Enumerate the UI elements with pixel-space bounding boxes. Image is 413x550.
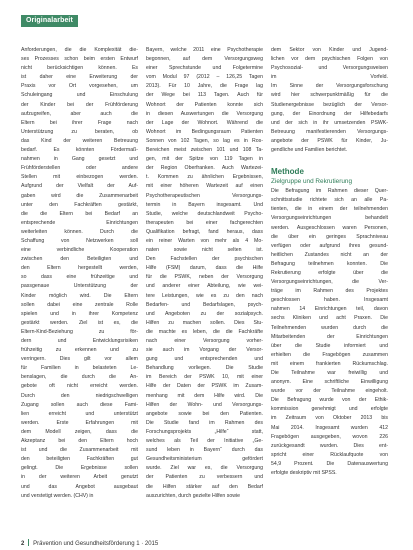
text-line: 2013). Für 10 Jahre, die Frage lag	[146, 83, 263, 90]
text-line: spricht einer Rücklaufquote von	[271, 451, 388, 458]
text-line: lichen vor dem psychischen Folgen von	[271, 56, 388, 63]
text-line: zwischen den Beteiligten und	[21, 256, 138, 263]
text-line: spielen und in ihrer Kompetenz	[21, 310, 138, 317]
text-line: zurückgesandt wurden. Dies ent-	[271, 442, 388, 449]
text-line: wurde vor der Teilnahme eingeholt.	[271, 388, 388, 395]
text-line: nahmen in Gang gesetzt und	[21, 156, 138, 163]
text-line: erfolgte deskriptiv mit SPSS.	[271, 470, 337, 477]
methods-body	[271, 187, 388, 478]
text-line: dern und Entwicklungsrisiken	[21, 338, 138, 344]
text-line: Im Sinne der Versorgungsforschung	[271, 83, 388, 90]
text-line: Die Teilnahme war freiwillig und	[271, 370, 388, 376]
text-line: Schuleingang und Einschulung	[21, 92, 138, 99]
text-line: das Kind der weiteren Betreuung	[21, 137, 138, 144]
text-line: verfügen oder aufgrund ihres gesund-	[271, 242, 388, 249]
page-footer	[21, 539, 158, 548]
text-line: benslagen, die durch die An-	[21, 374, 138, 381]
section-badge: Originalarbeit	[21, 15, 78, 27]
text-line: Unterstützung zu beraten, ob	[21, 128, 138, 135]
text-line: für Familien in belasteten Le-	[21, 365, 138, 372]
text-line: Zugang sollen auch diese Fami-	[21, 401, 138, 408]
text-line: einer Sprechstunde und Folgetermine	[146, 65, 263, 72]
text-line: weiterleiten können. Durch die	[21, 228, 138, 235]
text-line: Praxis vor Ort vorgesehen, um	[21, 83, 138, 90]
text-line: angebote sowie bei den Patienten.	[146, 410, 263, 417]
text-line: und verstetigt werden. (CHV) in	[21, 492, 94, 499]
text-line: Bedarfen- und Bedarfslagen, psych-	[146, 301, 263, 308]
text-line: ses Prozesses schon beim ersten Entwurf	[21, 56, 138, 63]
text-line: Sonnen von 102 Tagen, so lag es in Ros-	[146, 137, 263, 144]
text-line: sie auch im Vorgang der Versor-	[146, 347, 263, 354]
text-line: Forschungsprojekts „Hilfe“ statt,	[146, 428, 263, 435]
text-line: werden. Ausgeschlossen waren Personen,	[271, 224, 388, 231]
text-line: Psychosozial- und Versorgungsweisen	[271, 65, 388, 72]
text-line: den Eltern hergestellt werden,	[21, 265, 138, 272]
text-line: Psychotherapeutischen Versorgungs-	[146, 192, 263, 199]
text-line: gaben wird die Zusammenarbeit	[21, 192, 138, 199]
text-line: dem Sektor von Kinder und Jugend-	[271, 47, 388, 53]
text-line: nahmen 14 Einrichtungen teil, davon	[271, 306, 388, 313]
text-line: angebote der PSWK für Kinder, Ju-	[271, 137, 388, 144]
text-line: wurde. Ziel war es, die Versorgung	[146, 465, 263, 472]
text-line: gung, der Einordnung der Hilfebedarfs	[271, 110, 388, 117]
text-line: im Bereich der PSWK 10, mit einer	[146, 374, 263, 381]
text-line: über die Studie informiert und	[271, 342, 388, 349]
text-line: der Patienten zu verbessern und	[146, 474, 263, 481]
text-line: bedarf. Es könnten Fördermaß-	[21, 147, 138, 154]
text-line: Befragung teilnehmen konnten. Die	[271, 260, 388, 267]
text-line: Versorgungseinrichtungen, die Ver-	[271, 279, 388, 286]
text-line: Aufgrund der Vielfalt der Auf-	[21, 183, 138, 190]
text-line: im Zeitraum von Oktober 2013 bis	[271, 415, 388, 422]
text-line: Akzeptanz bei den Eltern hoch	[21, 438, 138, 445]
text-line: Eltern-Kind-Beziehung zu för-	[21, 328, 138, 335]
text-line: therapeuten bei einer fachgerechten	[146, 219, 263, 226]
text-line: Schaffung von Netzwerken soll	[21, 237, 138, 244]
text-line: termin in Bayern insgesamt. Und	[146, 201, 263, 208]
page-number: 2	[21, 541, 25, 547]
text-line: Den Fachstellen der psychischen	[146, 256, 263, 263]
text-line: der Lage der Wohnort. Während die	[146, 119, 263, 126]
text-line: die über ein geringes Sprachniveau	[271, 233, 388, 240]
text-line: t. Kommen zu ähnlichen Ergebnissen,	[146, 174, 263, 181]
text-line: Studie, welche deutschlandweit Psycho-	[146, 210, 263, 217]
text-line: Teilnehmenden wurden durch die	[271, 324, 388, 331]
text-line: in der weiteren Arbeit genutzt	[21, 474, 138, 481]
text-line: sechs Kliniken und acht Praxen. Die	[271, 315, 388, 322]
text-line: Hilfen der Wohn- und Versorgungs-	[146, 401, 263, 408]
text-line: so dass eine frühzeitige und	[21, 274, 138, 281]
text-line: heitlichen Zustandes nicht an der	[271, 251, 388, 258]
text-line: Eltern bei ihrer Frage nach	[21, 119, 138, 126]
text-line: Die Studie fand im Rahmen des	[146, 419, 263, 426]
text-line: Die Befragung wurde von der Ethik-	[271, 397, 388, 404]
text-line: Versorgungseinrichtungen behandelt	[271, 215, 388, 222]
text-line: ein reiner Warten von mehr als 4 Mo-	[146, 237, 263, 244]
text-line: auszurichten, durch gezielte Hilfen sowie	[146, 492, 241, 499]
text-line: entsprechende Einrichtungen	[21, 219, 138, 226]
text-line: und Angeboten zu der sozialpsych.	[146, 310, 263, 317]
text-line: der Wege bei 113 Tagen. Auch für	[146, 92, 263, 99]
text-line: aufzugreifen, aber auch die	[21, 110, 138, 117]
text-line: gendliche und Familien berichtet.	[271, 147, 348, 154]
text-line: und anderer einer Abteilung, wie wei-	[146, 283, 263, 290]
text-line: schnittsstudie richtete sich an alle Pa-	[271, 197, 388, 204]
text-line: welches als Teil der Initiative „Ge-	[146, 438, 263, 445]
text-line: verringern. Dies gilt vor allem	[21, 356, 138, 363]
text-line: nach einer Versorgung vorher-	[146, 338, 263, 344]
text-line: ist daher eine Erweiterung der	[21, 74, 138, 81]
text-line: erhielten die Fragebögen zusammen	[271, 351, 388, 358]
text-line: anonym. Eine schriftliche Einwilligung	[271, 379, 388, 386]
text-line: Bayern, welche 2011 eine Psychotherapie	[146, 47, 263, 53]
journal-name: Prävention und Gesundheitsförderung 1 · 2015	[33, 541, 159, 547]
text-line: der Kinder bei der Frühförderung	[21, 101, 138, 108]
text-column-1	[21, 46, 138, 501]
text-line: tere Leistungen, wie es zu den nach	[146, 292, 263, 299]
text-line: Stellen mit einbezogen werden.	[21, 174, 138, 181]
text-column-2	[146, 46, 263, 501]
text-line: für die PSWK, neben der Versorgung	[146, 274, 263, 281]
text-line: frühzeitig zu erkennen und zu	[21, 347, 138, 354]
text-line: Wohnort im Bedingungsraum Patienten	[146, 128, 263, 135]
text-line: in diesen Auswertungen die Versorgung	[146, 110, 263, 117]
text-line: lien erreicht und unterstützt	[21, 410, 138, 417]
text-line: im Vorfeld.	[271, 74, 388, 81]
text-line: Fragebögen ausgegeben, wovon 226	[271, 433, 388, 440]
text-line: Hilfe der Daten der PSWK im Zusam-	[146, 383, 263, 390]
text-line: sund leben in Bayern“ durch das	[146, 447, 263, 454]
text-line: die machte es leben, die die Fachkräfte	[146, 328, 263, 335]
text-line: werden. Erste Erfahrungen mit	[21, 419, 138, 426]
text-line: Kinder möglich wird. Die Eltern	[21, 292, 138, 299]
text-line: kommission genehmigt und erfolgte	[271, 406, 388, 413]
text-line: vom Modul 97 (2012 – 126,25 Tagen	[146, 74, 263, 81]
text-line: Studienergebnisse bezüglich der Versor-	[271, 101, 388, 108]
text-line: der Region Oberfranken. Auch Wartezei-	[146, 165, 263, 172]
text-line: den beteiligten Fachkräften gut	[21, 456, 138, 463]
text-line: nicht berücksichtigen können. Es	[21, 65, 138, 72]
text-line: Anforderungen, die die Komplexität die-	[21, 47, 138, 53]
text-line: Bereichen meist zwischen 101 und 108 Ta-	[146, 147, 263, 154]
text-line: gebote oft nicht erreicht werden.	[21, 383, 138, 390]
text-line: gen, mit der Spitze von 119 Tagen in	[146, 156, 263, 163]
text-line: dem Modell zeigen, dass die	[21, 428, 138, 435]
text-line: Betreuung manifestierenden Versorgungs-	[271, 128, 388, 135]
text-line: Qualifikation befragt, fand heraus, dass	[146, 228, 263, 235]
text-line: Rekrutierung erfolgte über die	[271, 269, 388, 276]
text-line: Frühförderstellen oder andere	[21, 165, 138, 172]
text-column-3	[271, 46, 388, 478]
text-line: die Hilfen stärker auf den Bedarf	[146, 483, 263, 490]
text-line: wird hier schwerpunktmäßig für die	[271, 92, 388, 99]
text-line: die die Eltern bei Bedarf an	[21, 210, 138, 217]
text-line: und der sich in ihr umsetzenden PSWK-	[271, 119, 388, 126]
column-3-intro	[271, 46, 388, 155]
methods-subheading: Zielgruppe und Rekrutierung	[271, 178, 352, 186]
methods-heading: Methode	[271, 167, 304, 177]
text-line: 54,9 Prozent. Die Datenauswertung	[271, 460, 388, 467]
text-line: Hilfen zu machen sollen. Dies Stu-	[146, 319, 263, 326]
text-line: menhang mit dem Hilfe wird. Die	[146, 392, 263, 399]
text-line: geschlossen haben. Insgesamt	[271, 297, 388, 304]
text-line: Behandlung vorliegen. Die Studie	[146, 365, 263, 372]
text-line: träge im Rahmen des Projektes	[271, 288, 388, 295]
text-line: naten sowie nicht selten ist.	[146, 247, 263, 254]
text-line: sollen dabei eine zentrale Rolle	[21, 301, 138, 308]
text-line: eine verbindliche Kooperation	[21, 247, 138, 254]
text-line: gestärkt werden. Ziel ist es, die	[21, 319, 138, 326]
text-line: Mitarbeitenden der Einrichtungen	[271, 333, 388, 340]
text-line: Hilfe (FSM) darum, dass die Hilfe	[146, 265, 263, 272]
text-line: ist und die Zusammenarbeit mit	[21, 447, 138, 454]
footer-divider	[28, 539, 29, 546]
text-line: gelingt. Die Ergebnisse sollen	[21, 465, 138, 472]
text-line: Mai 2014. Insgesamt wurden 412	[271, 424, 388, 431]
text-line: tienten, die in einem der teilnehmenden	[271, 206, 388, 213]
text-line: Die Befragung im Rahmen dieser Quer-	[271, 188, 388, 195]
text-line: Gesundheitsministerium gefördert	[146, 456, 263, 463]
text-line: passgenaue Unterstützung der	[21, 283, 138, 290]
text-line: Wohnort der Patienten konnte sich	[146, 101, 263, 108]
text-line: begonnen, auf dem Versorgungsweg	[146, 56, 263, 63]
text-line: mit einem frankierten Rückumschlag.	[271, 360, 388, 367]
text-line: gung und entsprechenden und	[146, 356, 263, 363]
text-line: unter den Fachkräften gestärkt,	[21, 201, 138, 208]
text-line: mit einer höheren Wartezeit auf einen	[146, 183, 263, 190]
text-line: und das Angebot ausgebaut	[21, 483, 138, 490]
text-line: Durch den niedrigschwelligen	[21, 392, 138, 399]
